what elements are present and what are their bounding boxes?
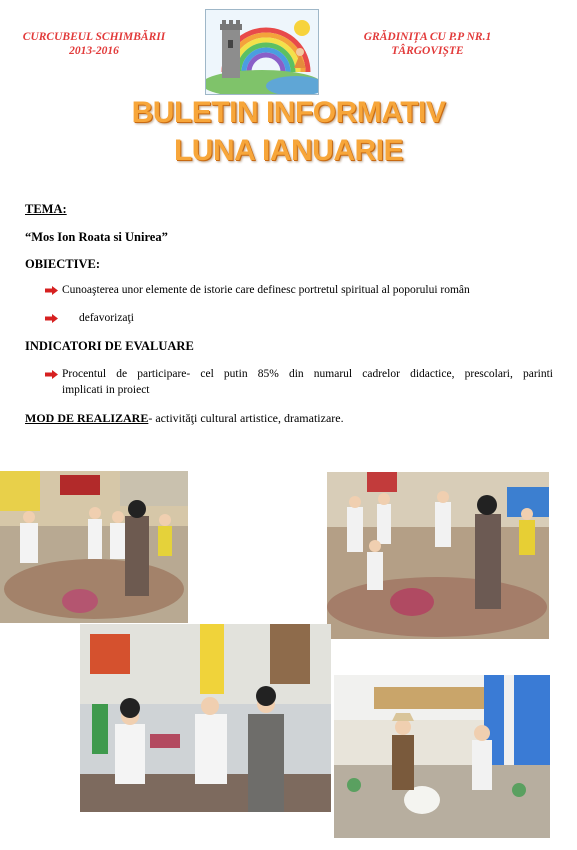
mod-realizare-text: - activităţi cultural artistice, dramatizare. xyxy=(148,411,344,425)
tema-label: TEMA: xyxy=(25,202,67,216)
indicator-item-line1: Procentul de participare- cel putin 85% din numarul cadrelor didactice, prescolari, parinti xyxy=(62,368,553,380)
tema-value: “Mos Ion Roata si Unirea” xyxy=(25,230,168,244)
obiectiv-item-1: Cunoaşterea unor elemente de istorie care definesc portretul spiritual al poporului român xyxy=(62,284,470,296)
classroom-photo-3 xyxy=(80,624,331,812)
indicatori-label: INDICATORI DE EVALUARE xyxy=(25,339,194,353)
newsletter-month: LUNA IANUARIE xyxy=(173,134,404,167)
project-years: 2013-2016 xyxy=(69,45,119,57)
mod-realizare-label: MOD DE REALIZARE xyxy=(25,411,149,425)
obiectiv-item-2: defavorizaţi xyxy=(79,312,134,324)
tower-rainbow-logo-icon xyxy=(205,9,319,95)
classroom-photo-2 xyxy=(327,472,549,639)
newsletter-title: BULETIN INFORMATIV xyxy=(131,96,446,129)
obiective-label: OBIECTIVE: xyxy=(25,257,101,271)
school-name: GRĂDINIȚA CU P.P NR.1 xyxy=(363,31,492,43)
header-right xyxy=(340,30,515,58)
header-left xyxy=(14,30,174,58)
arrow-bullet-icon xyxy=(45,370,58,379)
classroom-photo-4 xyxy=(334,675,550,838)
project-name: CURCUBEUL SCHIMBĂRII xyxy=(22,31,166,43)
classroom-photo-1 xyxy=(0,471,188,623)
mod-realizare xyxy=(25,411,344,426)
arrow-bullet-icon xyxy=(45,314,58,323)
arrow-bullet-icon xyxy=(45,286,58,295)
indicator-item-line2: implicati in proiect xyxy=(62,384,150,396)
school-city: TÂRGOVIȘTE xyxy=(391,45,464,57)
